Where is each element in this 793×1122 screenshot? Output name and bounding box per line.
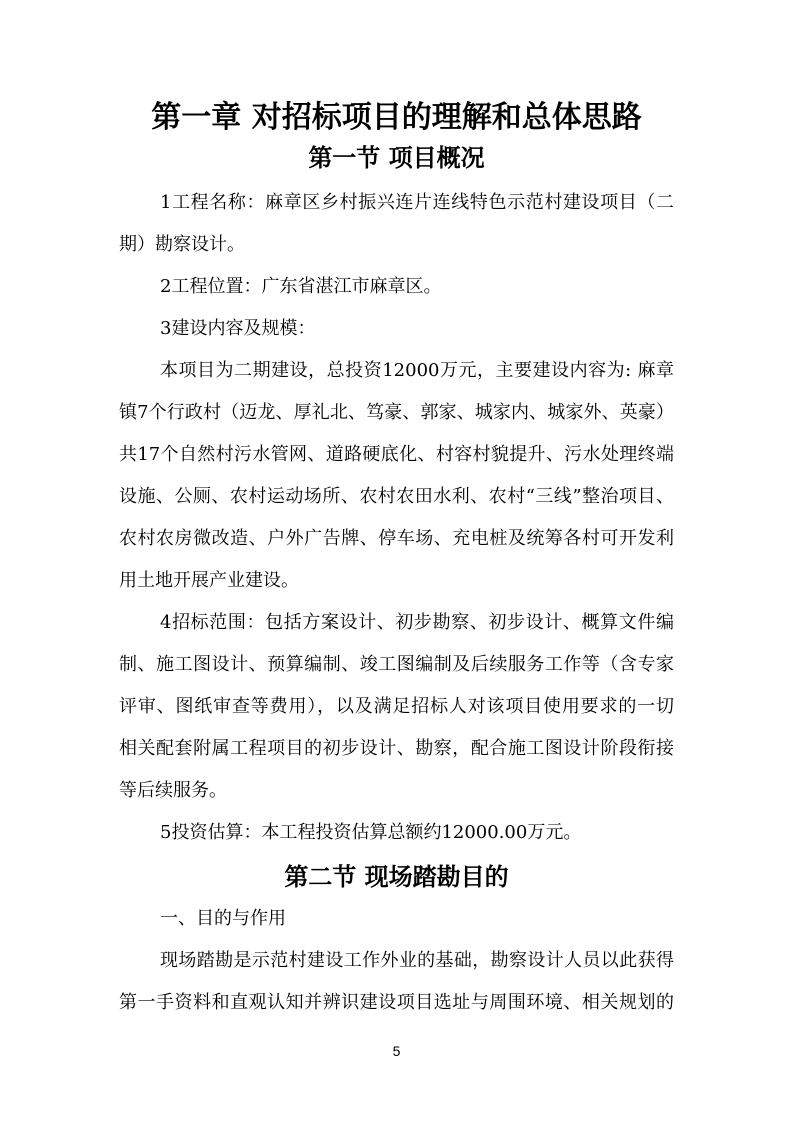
paragraph-line: 5投资估算：本工程投资估算总额约12000.00万元。	[160, 822, 582, 843]
section-title-project-overview: 第一节 项目概况	[308, 144, 485, 172]
paragraph-line: 评审、图纸审查等费用），以及满足招标人对该项目使用要求的一切	[119, 696, 674, 717]
paragraph-line: 相关配套附属工程项目的初步设计、勘察，配合施工图设计阶段衔接	[119, 738, 674, 759]
paragraph-line: 现场踏勘是示范村建设工作外业的基础，勘察设计人员以此获得	[160, 950, 674, 971]
paragraph-line: 用土地开展产业建设。	[119, 570, 299, 591]
subheading: 一、目的与作用	[160, 908, 286, 929]
paragraph-line: 3建设内容及规模：	[160, 318, 316, 339]
paragraph-line: 设施、公厕、农村运动场所、农村农田水利、农村“三线”整治项目、	[119, 486, 674, 507]
paragraph-line: 1工程名称：麻章区乡村振兴连片连线特色示范村建设项目（二	[160, 192, 674, 213]
section-title-site-survey: 第二节 现场踏勘目的	[284, 863, 509, 891]
paragraph-line: 镇7个行政村（迈龙、厚礼北、笃豪、郭家、城家内、城家外、英豪）	[119, 402, 674, 423]
paragraph-line: 4招标范围：包括方案设计、初步勘察、初步设计、概算文件编	[160, 612, 674, 633]
paragraph-line: 本项目为二期建设，总投资12000万元，主要建设内容为: 麻章	[160, 360, 674, 381]
paragraph-line: 第一手资料和直观认知并辨识建设项目选址与周围环境、相关规划的	[119, 992, 674, 1013]
paragraph-line: 期）勘察设计。	[119, 234, 245, 255]
paragraph-line: 共17个自然村污水管网、道路硬底化、村容村貌提升、污水处理终端	[119, 444, 674, 465]
paragraph-line: 等后续服务。	[119, 780, 227, 801]
paragraph-line: 2工程位置：广东省湛江市麻章区。	[160, 276, 442, 297]
paragraph-line: 农村农房微改造、户外广告牌、停车场、充电桩及统筹各村可开发利	[119, 528, 674, 549]
page-number: 5	[392, 1043, 401, 1059]
chapter-title: 第一章 对招标项目的理解和总体思路	[151, 100, 642, 135]
paragraph-line: 制、施工图设计、预算编制、竣工图编制及后续服务工作等（含专家	[119, 654, 674, 675]
